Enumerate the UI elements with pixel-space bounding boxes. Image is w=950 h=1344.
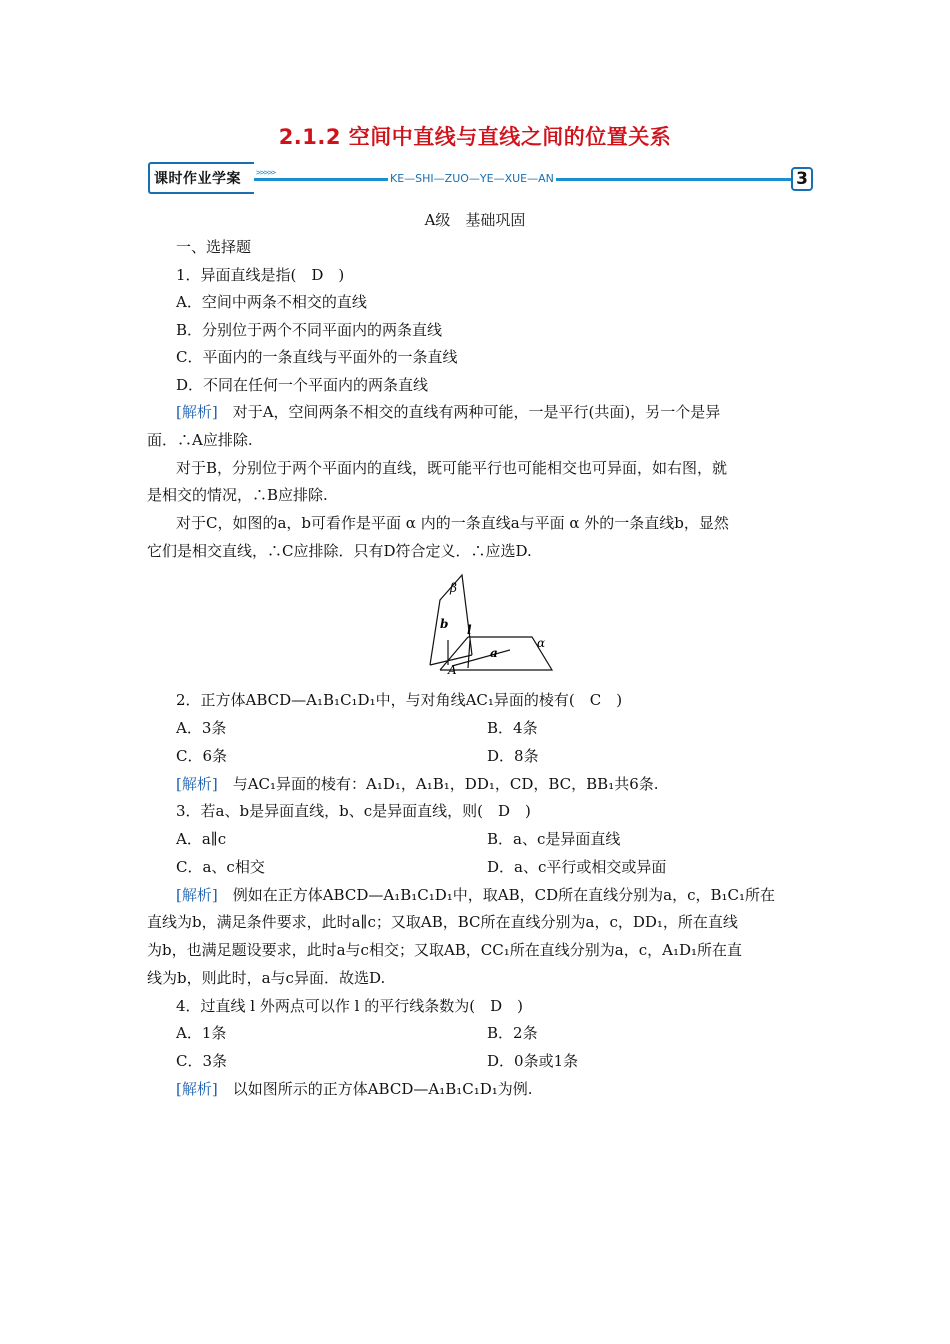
q4-option-b: B．2条 <box>487 1024 538 1042</box>
q3-analysis-line: 例如在正方体ABCD—A₁B₁C₁D₁中，取AB，CD所在直线分别为a，c，B₁C₁所在 <box>217 886 775 904</box>
q4-analysis-text: 以如图所示的正方体ABCD—A₁B₁C₁D₁为例. <box>217 1080 533 1098</box>
q4-stem: 4．过直线 l 外两点可以作 l 的平行线条数为( D ) <box>176 997 523 1015</box>
banner-arrows-icon: >>>>> <box>256 168 276 177</box>
q4-option-a: A．1条 <box>176 1024 227 1042</box>
section-heading: 一、选择题 <box>176 238 252 256</box>
q3-option-c: C．a、c相交 <box>176 858 265 876</box>
q3-analysis-line: 为b，也满足题设要求，此时a与c相交；又取AB，CC₁所在直线分别为a，c，A₁D₁所在直 <box>147 941 743 959</box>
q1-option-c: C．平面内的一条直线与平面外的一条直线 <box>176 348 458 366</box>
q2-analysis <box>176 773 659 795</box>
q1-analysis-line: 对于C，如图的a，b可看作是平面 α 内的一条直线a与平面 α 外的一条直线b，显然 <box>176 514 729 532</box>
q2-option-c: C．6条 <box>176 747 228 765</box>
q1-option-b: B．分别位于两个不同平面内的两条直线 <box>176 321 443 339</box>
banner-label: 课时作业学案 <box>154 171 241 187</box>
q1-option-a: A．空间中两条不相交的直线 <box>176 293 367 311</box>
q1-analysis-line: 是相交的情况，∴B应排除. <box>147 486 328 504</box>
q3-analysis <box>176 884 775 906</box>
page-title: 2.1.2 空间中直线与直线之间的位置关系 <box>278 125 672 149</box>
q2-option-d: D．8条 <box>487 747 539 765</box>
banner-badge: 3 <box>791 167 813 191</box>
q1-stem: 1．异面直线是指( D ) <box>176 266 345 284</box>
q3-option-b: B．a、c是异面直线 <box>487 830 621 848</box>
label-b: b <box>440 617 449 631</box>
q1-analysis <box>176 401 720 423</box>
label-a: a <box>490 646 498 660</box>
q1-analysis-line: 对于A，空间两条不相交的直线有两种可能，一是平行(共面)，另一个是异 <box>217 403 721 421</box>
analysis-tag: [解析] <box>176 886 218 904</box>
q3-option-a: A．a∥c <box>176 830 227 848</box>
q2-analysis-text: 与AC₁异面的棱有：A₁D₁，A₁B₁，DD₁，CD，BC，BB₁共6条. <box>217 775 659 793</box>
q4-analysis <box>176 1078 533 1100</box>
label-beta: β <box>450 581 457 595</box>
planes-figure <box>420 570 560 680</box>
section-banner <box>148 160 814 198</box>
q3-stem: 3．若a、b是异面直线，b、c是异面直线，则( D ) <box>176 802 531 820</box>
q2-stem: 2．正方体ABCD—A₁B₁C₁D₁中，与对角线AC₁异面的棱有( C ) <box>176 691 623 709</box>
level-heading: A级 基础巩固 <box>424 211 526 229</box>
q1-analysis-line: 对于B，分别位于两个平面内的直线，既可能平行也可能相交也可异面，如右图，就 <box>176 459 728 477</box>
label-l: l <box>467 623 472 637</box>
label-point-a: A <box>448 663 457 677</box>
q4-option-c: C．3条 <box>176 1052 228 1070</box>
analysis-tag: [解析] <box>176 1080 218 1098</box>
q1-option-d: D．不同在任何一个平面内的两条直线 <box>176 376 429 394</box>
q3-analysis-line: 线为b，则此时，a与c异面．故选D. <box>147 969 386 987</box>
q4-option-d: D．0条或1条 <box>487 1052 579 1070</box>
label-alpha: α <box>537 636 546 650</box>
analysis-tag: [解析] <box>176 403 218 421</box>
q2-option-b: B．4条 <box>487 719 538 737</box>
analysis-tag: [解析] <box>176 775 218 793</box>
banner-pinyin: KE—SHI—ZUO—YE—XUE—AN <box>390 172 554 185</box>
q1-analysis-line: 它们是相交直线，∴C应排除．只有D符合定义．∴应选D. <box>147 542 532 560</box>
q1-analysis-line: 面．∴A应排除. <box>147 431 253 449</box>
q2-option-a: A．3条 <box>176 719 227 737</box>
q3-analysis-line: 直线为b，满足条件要求，此时a∥c；又取AB，BC所在直线分别为a，c，DD₁，所在直线 <box>147 913 738 931</box>
q3-option-d: D．a、c平行或相交或异面 <box>487 858 667 876</box>
